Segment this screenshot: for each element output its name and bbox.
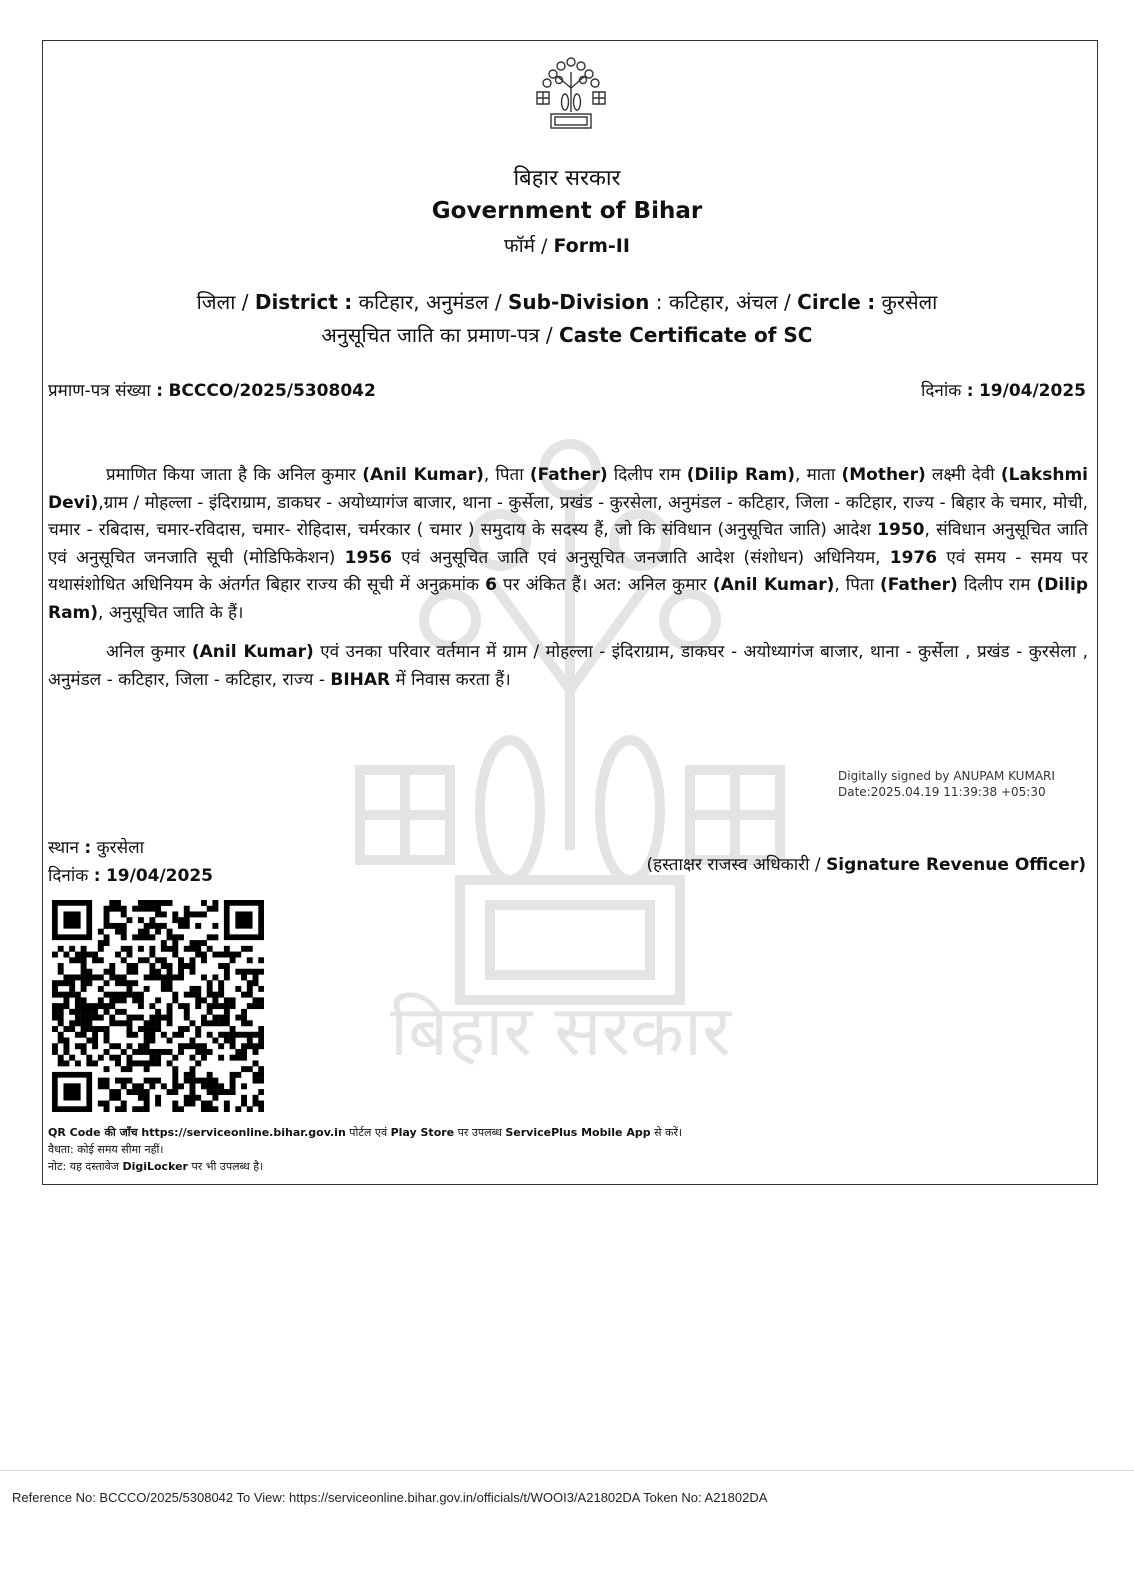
officer-hi: (हस्ताक्षर राजस्व अधिकारी (646, 855, 810, 875)
form-hindi: फॉर्म (504, 235, 535, 257)
certificate-title: अनुसूचित जाति का प्रमाण-पत्र / Caste Certificate of SC (321, 323, 813, 347)
issue-date: दिनांक : 19/04/2025 (921, 381, 1086, 401)
body-paragraph-1: प्रमाणित किया जाता है कि अनिल कुमार (Anil Kumar), पिता (Father) दिलीप राम (Dilip Ram), माता (Mother) लक्ष्मी देवी (Lakshmi Devi),ग्राम / मोहल्ला - इंदिराग्राम, डाकघर - अयोध्यागंज बाजार, थाना - कुर्सेला, प्रखंड - कुरसेला, अनुमंडल - कटिहार, जिला - कटिहार, राज्य - बिहार के चमार, मोची, चमार - रबिदास, चमार-रविदास, चमार- रोहिदास, चर्मरकार ( चमार ) समुदाय के सदस्य हैं, जो कि संविधान (अनुसूचित जाति) आदेश 1950, संविधान अनुसूचित जाति एवं अनुसूचित जनजाति सूची (मोडिफिकेशन) 1956 एवं अनुसूचित जाति एवं अनुसूचित जनजाति आदेश (संशोधन) अधिनियम, 1976 एवं समय - समय पर यथासंशोधित अधिनियम के अंतर्गत बिहार राज्य की सूची में अनुक्रमांक 6 पर अंकित हैं। अत: अनिल कुमार (Anil Kumar), पिता (Father) दिलीप राम (Dilip Ram), अनुसूचित जाति के हैं। (48, 465, 1088, 623)
place-date-line: दिनांक : 19/04/2025 (48, 866, 213, 886)
circle-value: कुरसेला (881, 290, 938, 314)
bihar-emblem-icon (527, 52, 615, 134)
body-paragraph-2: अनिल कुमार (Anil Kumar) एवं उनका परिवार वर्तमान में ग्राम / मोहल्ला - इंदिराग्राम, डाकघर - अयोध्यागंज बाजार, थाना - कुर्सेला , प्रखंड - कुरसेला , अनुमंडल - कटिहार, जिला - कटिहार, राज्य - BIHAR में निवास करता हैं। (48, 642, 1088, 690)
footer-divider (0, 1470, 1134, 1471)
revenue-officer-signature: (हस्ताक्षर राजस्व अधिकारी / Signature Revenue Officer) (646, 855, 1086, 875)
subdivision-label-en: Sub-Division (508, 290, 650, 314)
certificate-body (48, 462, 1088, 706)
subdivision-value: कटिहार (668, 290, 724, 314)
watermark-text: बिहार सरकार (390, 990, 731, 1070)
form-separator: / (534, 235, 554, 257)
district-label-hi: जिला (196, 290, 236, 314)
cert-title-hi: अनुसूचित जाति का प्रमाण-पत्र (321, 323, 540, 347)
issue-date-label: दिनांक (921, 381, 962, 401)
subdivision-label-hi: अनुमंडल (425, 290, 489, 314)
reference-footer: Reference No: BCCCO/2025/5308042 To View: https://serviceonline.bihar.gov.in/officials/t/WOOI3/A21802DA Token No: A21802DA (12, 1490, 768, 1505)
district-label-en: District (254, 290, 338, 314)
issue-date-value: 19/04/2025 (978, 381, 1086, 401)
digilocker-note: नोट: यह दस्तावेज DigiLocker पर भी उपलब्ध है। (48, 1160, 264, 1173)
notes-block (48, 1124, 682, 1175)
place-date-block (48, 834, 213, 890)
digital-signature-line1: Digitally signed by ANUPAM KUMARI (838, 769, 1055, 783)
officer-en: Signature Revenue Officer) (826, 855, 1086, 875)
district-value: कटिहार (358, 290, 414, 314)
cert-no-value: BCCCO/2025/5308042 (168, 381, 376, 401)
place-line: स्थान : कुरसेला (48, 838, 145, 858)
jurisdiction-line: जिला / District : कटिहार, अनुमंडल / Sub-Division : कटिहार, अंचल / Circle : कुरसेला (196, 290, 938, 314)
form-english: Form-II (553, 235, 630, 257)
govt-hindi-title: बिहार सरकार (513, 166, 621, 191)
circle-label-hi: अंचल (736, 290, 778, 314)
qr-verification-note: QR Code की जाँच https://serviceonline.bihar.gov.in पोर्टल एवं Play Store पर उपलब्ध ServicePlus Mobile App से करें। (48, 1126, 683, 1139)
govt-english-title: Government of Bihar (431, 198, 703, 224)
cert-no-label: प्रमाण-पत्र संख्या (48, 381, 151, 401)
validity-note: वैधता: कोई समय सीमा नहीं। (48, 1143, 164, 1156)
digital-signature (838, 768, 1055, 800)
circle-label-en: Circle (797, 290, 861, 314)
certificate-number: प्रमाण-पत्र संख्या : BCCCO/2025/5308042 (48, 381, 376, 401)
cert-title-en: Caste Certificate of SC (559, 323, 813, 347)
qr-code[interactable] (52, 900, 264, 1112)
digital-signature-line2: Date:2025.04.19 11:39:38 +05:30 (838, 785, 1046, 799)
form-label (0, 232, 1134, 258)
